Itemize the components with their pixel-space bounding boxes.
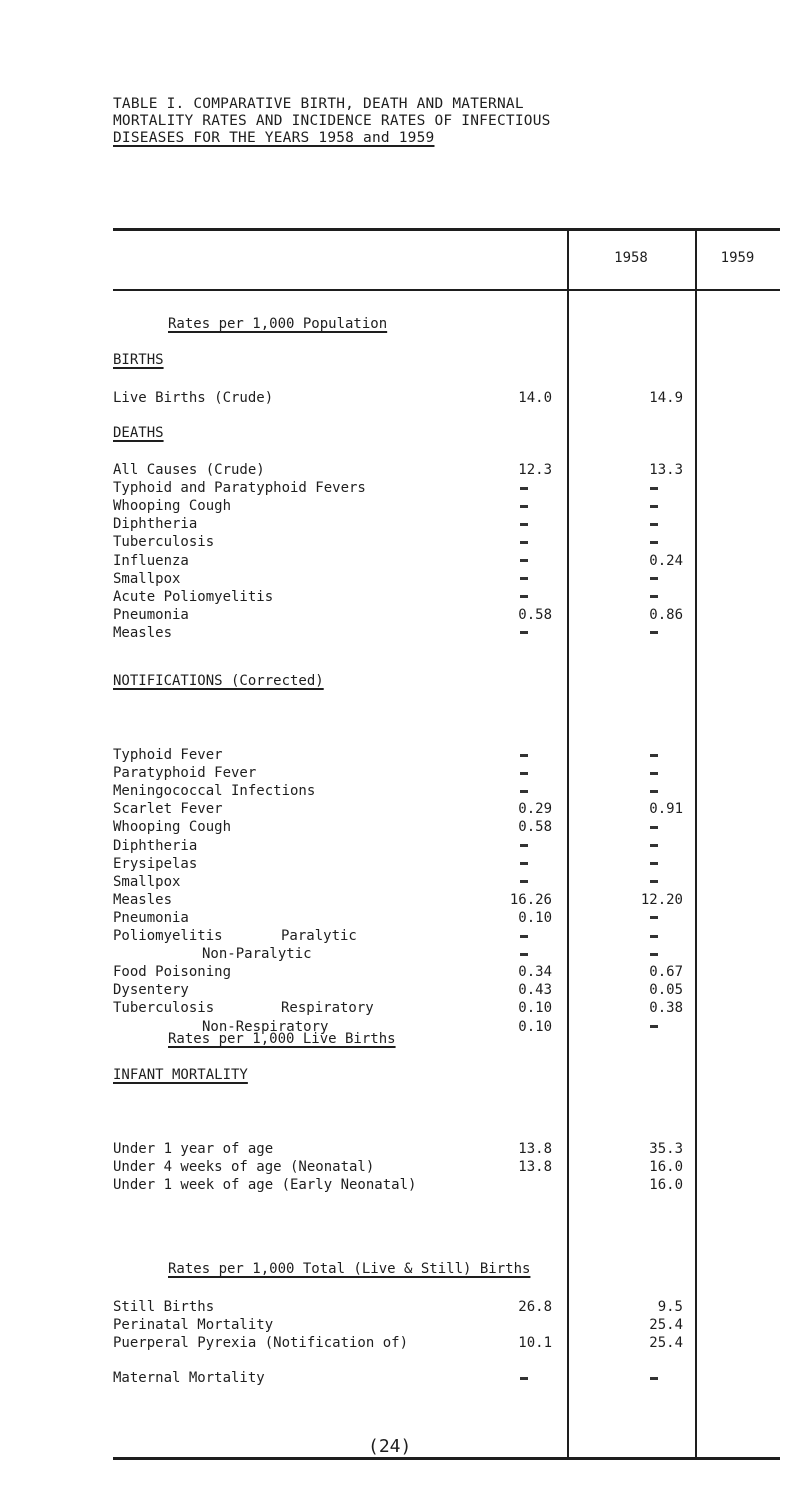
value-1958: 0.58 bbox=[518, 819, 552, 836]
title-line-2: MORTALITY RATES AND INCIDENCE RATES OF INFECTIOUS bbox=[113, 113, 551, 129]
value-1959 bbox=[650, 927, 658, 945]
row-label: Under 1 week of age (Early Neonatal) bbox=[113, 1177, 417, 1194]
dash-mark bbox=[520, 862, 528, 865]
row-label: Whooping Cough bbox=[113, 498, 232, 515]
row-label: Food Poisoning bbox=[113, 964, 232, 981]
table-row bbox=[113, 891, 780, 909]
table-title bbox=[113, 96, 773, 147]
row-sublabel: Non-Respiratory bbox=[202, 1018, 329, 1035]
dash-mark bbox=[520, 880, 528, 883]
header-1959: 1959 bbox=[720, 250, 755, 266]
table-row bbox=[113, 800, 780, 818]
section-live-births: Rates per 1,000 Live Births bbox=[168, 1031, 396, 1047]
row-label: Pneumonia bbox=[113, 606, 189, 623]
header-1958: 1958 bbox=[614, 250, 648, 266]
table-row bbox=[113, 873, 780, 891]
dash-mark bbox=[520, 935, 528, 938]
value-1958: 13.8 bbox=[518, 1159, 552, 1176]
infant-heading: INFANT MORTALITY bbox=[113, 1067, 248, 1083]
value-1959 bbox=[650, 1018, 658, 1036]
dash-mark bbox=[650, 862, 658, 865]
row-label: Under 4 weeks of age (Neonatal) bbox=[113, 1159, 375, 1176]
table-row bbox=[113, 461, 780, 479]
deaths-heading: DEATHS bbox=[113, 425, 164, 441]
row-label: Influenza bbox=[113, 552, 189, 569]
value-1959 bbox=[650, 873, 658, 891]
value-1958: 26.8 bbox=[518, 1299, 552, 1315]
table-row bbox=[113, 999, 780, 1017]
table-row bbox=[113, 588, 780, 606]
dash-mark bbox=[650, 790, 658, 793]
table-row bbox=[113, 782, 780, 800]
value-1959 bbox=[650, 588, 658, 606]
title-line-1: TABLE I. COMPARATIVE BIRTH, DEATH AND MATERNAL bbox=[113, 96, 524, 112]
table-row bbox=[113, 1316, 780, 1334]
value-1958 bbox=[520, 945, 528, 963]
value-1958: 0.10 bbox=[518, 909, 552, 926]
table-row bbox=[113, 818, 780, 836]
table-row bbox=[113, 764, 780, 782]
value-1959 bbox=[650, 479, 658, 497]
section-population: Rates per 1,000 Population bbox=[168, 316, 388, 332]
value-1958: 14.0 bbox=[518, 390, 552, 406]
dash-mark bbox=[650, 953, 658, 956]
row-label: Poliomyelitis bbox=[113, 928, 223, 944]
value-1959 bbox=[650, 533, 658, 551]
value-1959 bbox=[650, 746, 658, 764]
value-1958 bbox=[520, 588, 528, 606]
page-number: (24) bbox=[368, 1436, 412, 1457]
row-label: Still Births bbox=[113, 1299, 215, 1315]
row-sublabel: Paralytic bbox=[281, 928, 357, 944]
value-1959: 14.9 bbox=[649, 390, 683, 406]
dash-mark bbox=[650, 935, 658, 938]
dash-mark bbox=[520, 790, 528, 793]
table-row bbox=[113, 837, 780, 855]
dash-mark bbox=[650, 577, 658, 580]
dash-mark bbox=[520, 754, 528, 757]
value-1959 bbox=[650, 855, 658, 873]
value-1959: 0.67 bbox=[649, 964, 683, 981]
dash-mark bbox=[520, 595, 528, 598]
table-row bbox=[113, 1176, 780, 1194]
dash-mark bbox=[520, 772, 528, 775]
value-1958: 0.34 bbox=[518, 964, 552, 981]
row-label: Measles bbox=[113, 891, 173, 908]
dash-mark bbox=[650, 523, 658, 526]
value-1958 bbox=[520, 497, 528, 515]
value-1958 bbox=[520, 533, 528, 551]
dash-mark bbox=[520, 631, 528, 634]
value-1959 bbox=[650, 515, 658, 533]
title-line-3: DISEASES FOR THE YEARS 1958 and 1959 bbox=[113, 130, 435, 146]
dash-mark bbox=[650, 487, 658, 490]
row-sublabel: Respiratory bbox=[281, 1000, 374, 1017]
dash-mark bbox=[650, 880, 658, 883]
value-1958 bbox=[520, 1369, 528, 1387]
row-label: Diphtheria bbox=[113, 837, 198, 854]
value-1959 bbox=[650, 837, 658, 855]
value-1959 bbox=[650, 570, 658, 588]
value-1958 bbox=[520, 927, 528, 945]
value-1958: 0.29 bbox=[518, 801, 552, 818]
value-1959 bbox=[650, 1369, 658, 1387]
value-1958 bbox=[520, 873, 528, 891]
row-label: Dysentery bbox=[113, 982, 189, 999]
row-label: Live Births (Crude) bbox=[113, 390, 274, 406]
notifications-heading: NOTIFICATIONS (Corrected) bbox=[113, 673, 324, 689]
rates-table bbox=[113, 228, 780, 1459]
table-row bbox=[113, 963, 780, 981]
dash-mark bbox=[650, 541, 658, 544]
row-label: Paratyphoid Fever bbox=[113, 765, 257, 782]
value-1958: 10.1 bbox=[518, 1335, 552, 1351]
row-label: Erysipelas bbox=[113, 855, 198, 872]
value-1959: 25.4 bbox=[649, 1335, 683, 1351]
row-label: All Causes (Crude) bbox=[113, 462, 265, 478]
table-row bbox=[113, 1140, 780, 1158]
dash-mark bbox=[520, 505, 528, 508]
dash-mark bbox=[650, 1025, 658, 1028]
value-1959 bbox=[650, 782, 658, 800]
table-top-rule bbox=[113, 228, 780, 231]
row-label: Acute Poliomyelitis bbox=[113, 588, 274, 605]
table-row bbox=[113, 981, 780, 999]
value-1958: 13.8 bbox=[518, 1141, 552, 1157]
row-label: Under 1 year of age bbox=[113, 1141, 274, 1157]
dash-mark bbox=[650, 631, 658, 634]
value-1958 bbox=[520, 837, 528, 855]
value-1958 bbox=[520, 479, 528, 497]
value-1959 bbox=[650, 818, 658, 836]
header-rule bbox=[113, 289, 780, 291]
table-row bbox=[113, 1158, 780, 1176]
row-label: Tuberculosis bbox=[113, 1000, 215, 1017]
dash-mark bbox=[650, 595, 658, 598]
table-row bbox=[113, 855, 780, 873]
value-1958: 16.26 bbox=[509, 891, 552, 908]
value-1958 bbox=[520, 570, 528, 588]
dash-mark bbox=[520, 844, 528, 847]
table-row bbox=[113, 515, 780, 533]
value-1959: 0.91 bbox=[649, 801, 683, 818]
table-bottom-rule bbox=[113, 1457, 780, 1460]
dash-mark bbox=[650, 1377, 658, 1380]
value-1959: 0.05 bbox=[649, 982, 683, 999]
row-label: Measles bbox=[113, 624, 173, 641]
dash-mark bbox=[520, 487, 528, 490]
value-1958 bbox=[520, 782, 528, 800]
value-1959 bbox=[650, 624, 658, 642]
value-1959: 35.3 bbox=[649, 1141, 683, 1157]
value-1958 bbox=[520, 746, 528, 764]
table-row bbox=[113, 624, 780, 642]
table-row bbox=[113, 746, 780, 764]
row-label: Smallpox bbox=[113, 873, 181, 890]
row-label: Puerperal Pyrexia (Notification of) bbox=[113, 1335, 409, 1351]
value-1959: 0.38 bbox=[649, 1000, 683, 1017]
row-label: Pneumonia bbox=[113, 909, 189, 926]
value-1958: 0.10 bbox=[518, 1000, 552, 1017]
value-1959: 16.0 bbox=[649, 1159, 683, 1176]
dash-mark bbox=[520, 1377, 528, 1380]
value-1958 bbox=[520, 624, 528, 642]
value-1959: 12.20 bbox=[640, 891, 683, 908]
value-1959: 25.4 bbox=[649, 1317, 683, 1333]
dash-mark bbox=[650, 844, 658, 847]
table-row bbox=[113, 389, 780, 407]
table-row bbox=[113, 1298, 780, 1316]
row-label: Meningococcal Infections bbox=[113, 783, 316, 800]
value-1958 bbox=[520, 764, 528, 782]
row-label: Tuberculosis bbox=[113, 534, 215, 551]
row-label: Whooping Cough bbox=[113, 819, 232, 836]
dash-mark bbox=[520, 577, 528, 580]
table-row bbox=[113, 927, 780, 945]
table-row bbox=[113, 1369, 780, 1387]
dash-mark bbox=[650, 916, 658, 919]
table-row bbox=[113, 606, 780, 624]
dash-mark bbox=[650, 826, 658, 829]
table-row bbox=[113, 533, 780, 551]
value-1959: 9.5 bbox=[657, 1299, 683, 1315]
row-label: Scarlet Fever bbox=[113, 801, 223, 818]
table-row bbox=[113, 1334, 780, 1352]
section-total-births: Rates per 1,000 Total (Live & Still) Births bbox=[168, 1261, 531, 1277]
dash-mark bbox=[520, 953, 528, 956]
dash-mark bbox=[650, 772, 658, 775]
row-label: Typhoid and Paratyphoid Fevers bbox=[113, 480, 366, 497]
value-1958 bbox=[520, 552, 528, 570]
table-row bbox=[113, 570, 780, 588]
value-1958: 12.3 bbox=[518, 462, 552, 478]
dash-mark bbox=[650, 754, 658, 757]
row-sublabel: Non-Paralytic bbox=[202, 946, 312, 963]
value-1959: 13.3 bbox=[649, 462, 683, 478]
value-1958: 0.43 bbox=[518, 982, 552, 999]
row-label: Typhoid Fever bbox=[113, 747, 223, 763]
value-1958 bbox=[520, 515, 528, 533]
table-row bbox=[113, 909, 780, 927]
value-1959 bbox=[650, 497, 658, 515]
value-1959: 16.0 bbox=[649, 1177, 683, 1194]
table-row bbox=[113, 479, 780, 497]
dash-mark bbox=[520, 559, 528, 562]
value-1958: 0.58 bbox=[518, 606, 552, 623]
value-1959 bbox=[650, 764, 658, 782]
table-row bbox=[113, 497, 780, 515]
value-1959 bbox=[650, 945, 658, 963]
value-1959: 0.24 bbox=[649, 552, 683, 569]
row-label: Perinatal Mortality bbox=[113, 1317, 274, 1333]
row-label: Diphtheria bbox=[113, 516, 198, 533]
dash-mark bbox=[520, 523, 528, 526]
table-row bbox=[113, 552, 780, 570]
dash-mark bbox=[520, 541, 528, 544]
table-row bbox=[113, 945, 780, 963]
births-heading: BIRTHS bbox=[113, 352, 164, 368]
value-1959 bbox=[650, 909, 658, 927]
row-label: Smallpox bbox=[113, 570, 181, 587]
value-1959: 0.86 bbox=[649, 606, 683, 623]
value-1958 bbox=[520, 855, 528, 873]
value-1958: 0.10 bbox=[518, 1018, 552, 1035]
dash-mark bbox=[650, 505, 658, 508]
row-label: Maternal Mortality bbox=[113, 1370, 265, 1386]
